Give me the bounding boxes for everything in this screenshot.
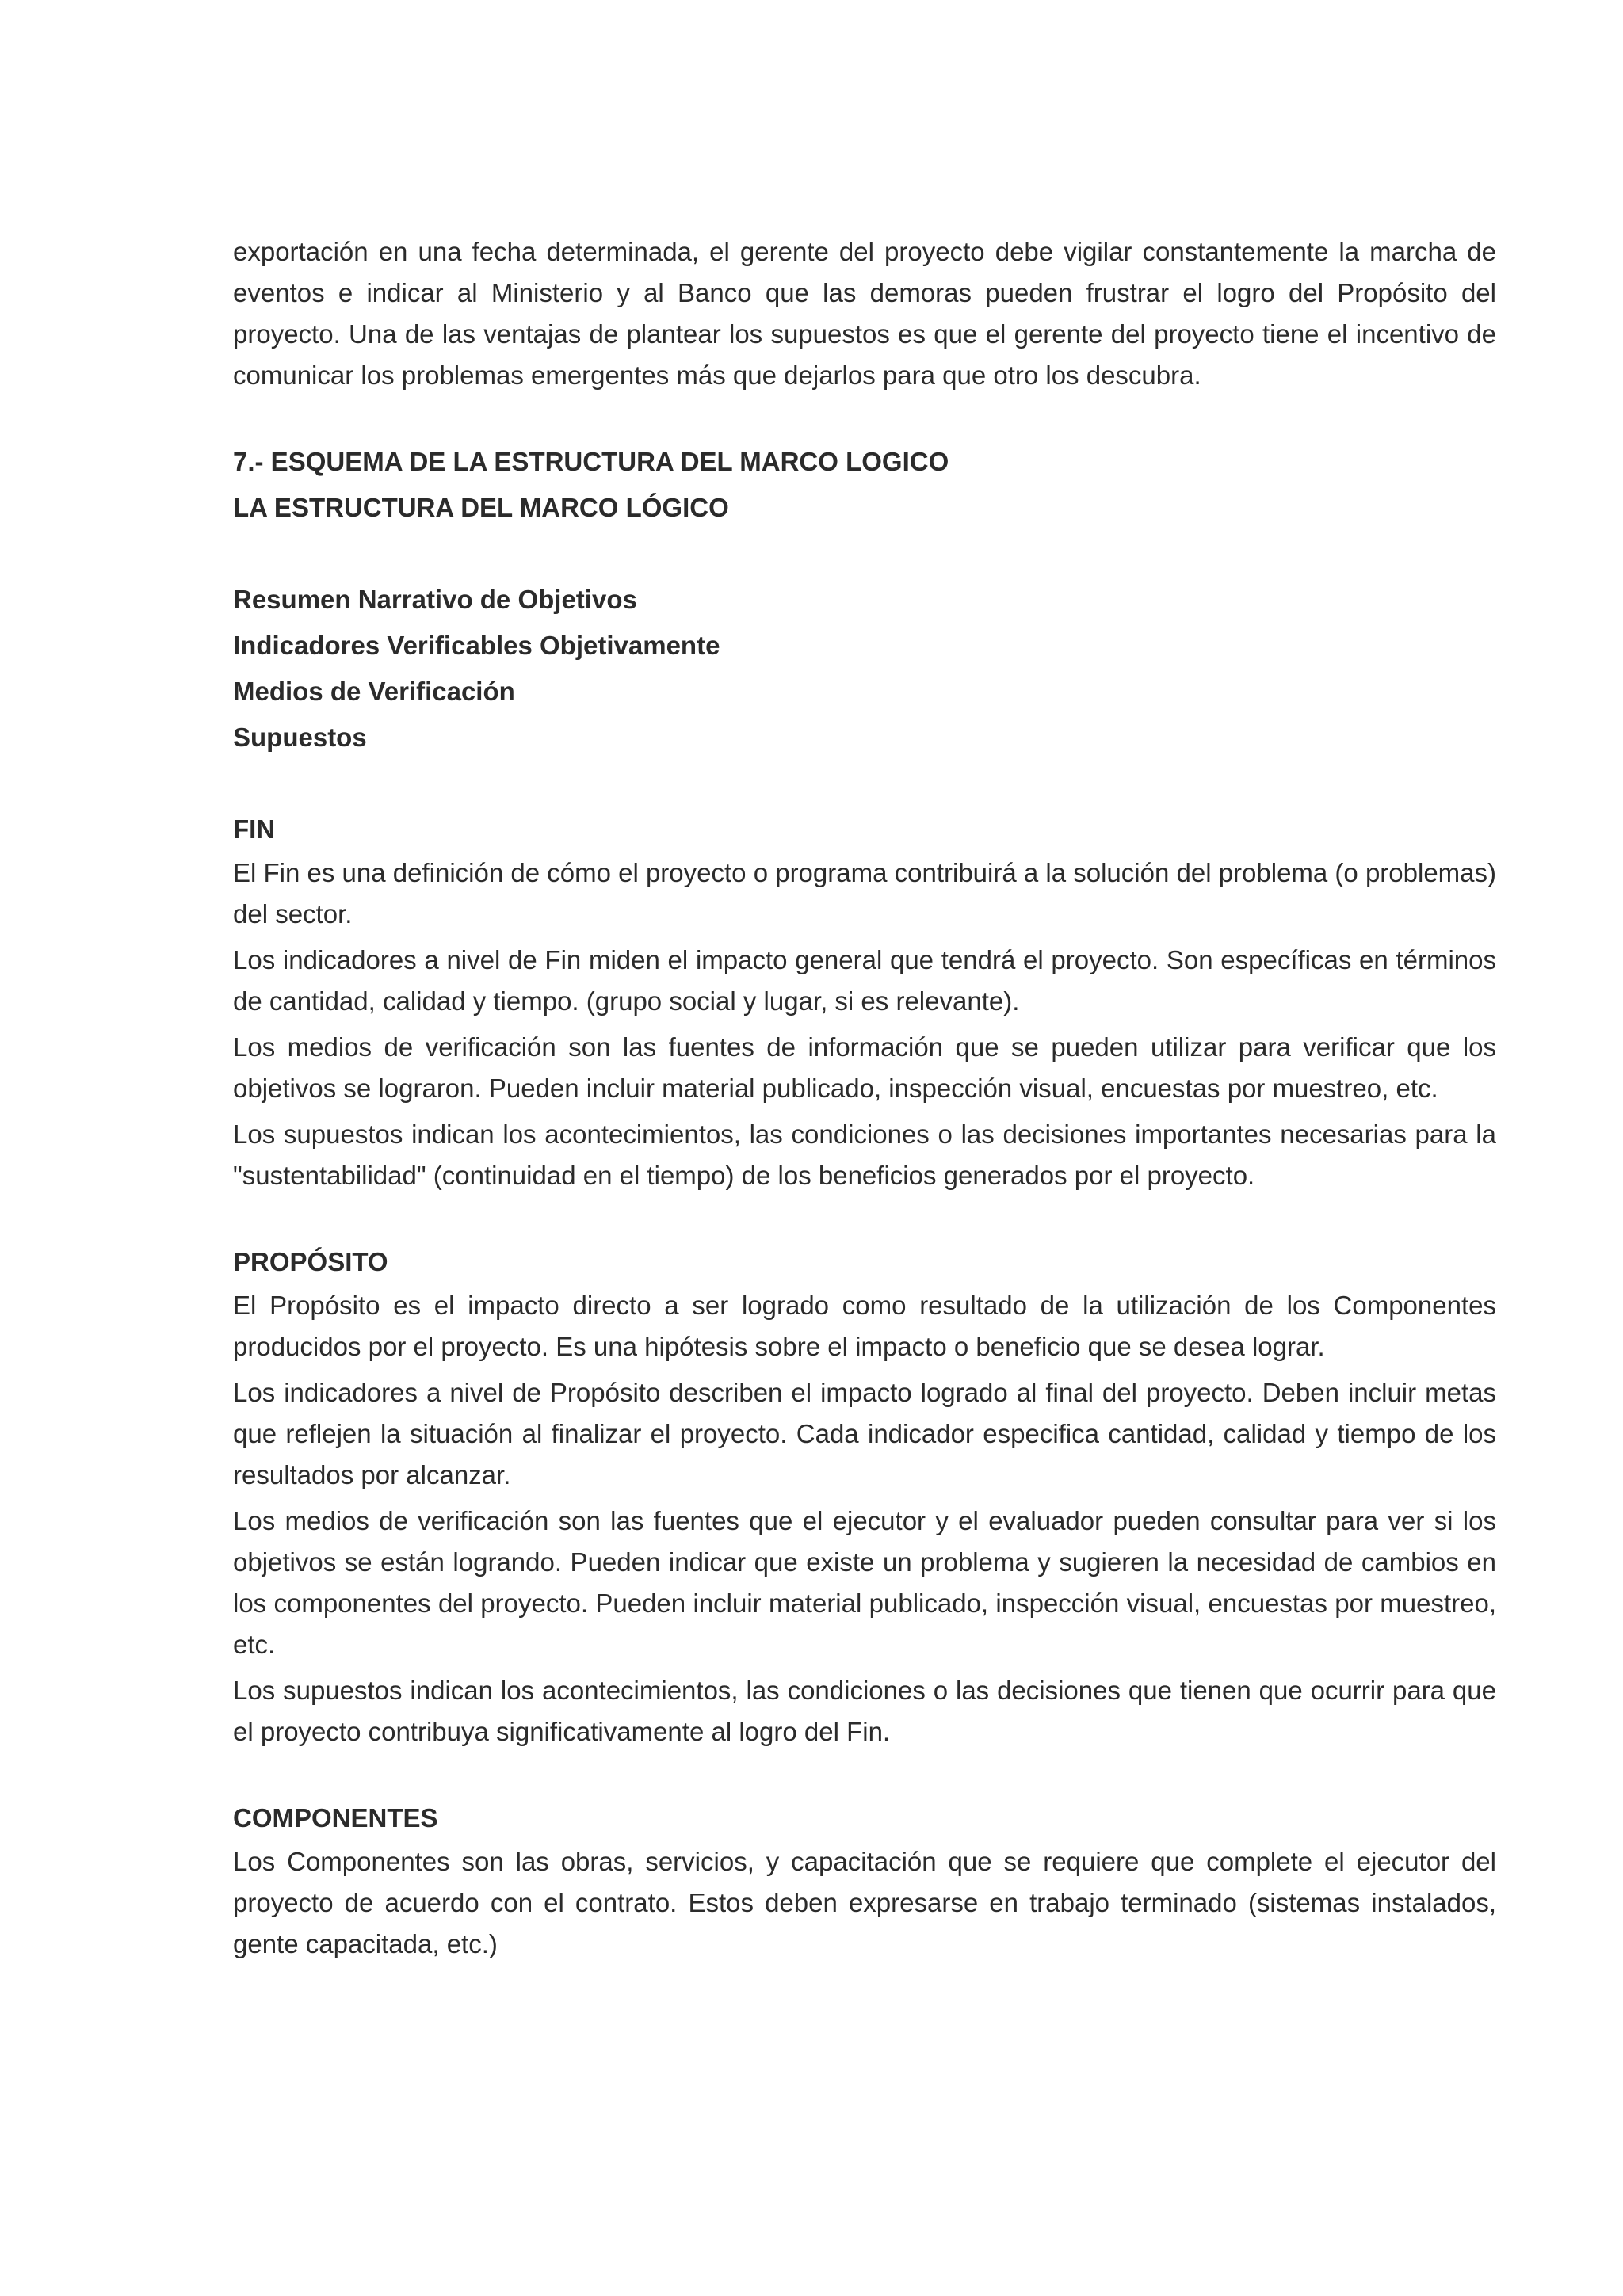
spacer [233, 1757, 1496, 1795]
proposito-paragraph: Los medios de verificación son las fuentes que el ejecutor y el evaluador pueden consultar para ver si los objetivos se están logrando. Pueden indicar que existe un problema y sugieren la necesidad de cambios en los componentes del proyecto. Pueden incluir material publicado, inspección visual, encuestas por muestreo, etc. [233, 1506, 1496, 1659]
proposito-paragraph: Los supuestos indican los acontecimientos, las condiciones o las decisiones que tienen que ocurrir para que el proyecto contribuya significativamente al logro del Fin. [233, 1676, 1496, 1746]
componentes-title: COMPONENTES [233, 1803, 438, 1833]
proposito-paragraph: El Propósito es el impacto directo a ser logrado como resultado de la utilización de los Componentes producidos por el proyecto. Es una hipótesis sobre el impacto o beneficio que se desea lograr. [233, 1291, 1496, 1361]
column-item-indicadores: Indicadores Verificables Objetivamente [233, 631, 720, 660]
column-item-supuestos: Supuestos [233, 723, 367, 752]
fin-paragraph: Los supuestos indican los acontecimientos, las condiciones o las decisiones importantes necesarias para la "sustentabilidad" (continuidad en el tiempo) de los beneficios generados por el proyecto. [233, 1119, 1496, 1190]
spacer [233, 761, 1496, 807]
spacer [233, 531, 1496, 577]
fin-title: FIN [233, 814, 276, 844]
section-heading-main: 7.- ESQUEMA DE LA ESTRUCTURA DEL MARCO LOGICO [233, 447, 949, 476]
spacer [233, 401, 1496, 439]
fin-paragraph: Los medios de verificación son las fuentes de información que se pueden utilizar para verificar que los objetivos se lograron. Pueden incluir material publicado, inspección visual, encuestas por muestreo, etc. [233, 1032, 1496, 1103]
componentes-paragraph: Los Componentes son las obras, servicios, y capacitación que se requiere que complete el ejecutor del proyecto de acuerdo con el contrato. Estos deben expresarse en trabajo terminado (sistemas instalados, gente capacitada, etc.) [233, 1847, 1496, 1958]
proposito-title: PROPÓSITO [233, 1247, 388, 1276]
fin-paragraph: El Fin es una definición de cómo el proyecto o programa contribuirá a la solución del problema (o problemas) del sector. [233, 858, 1497, 929]
spacer [233, 1201, 1496, 1239]
column-item-resumen: Resumen Narrativo de Objetivos [233, 585, 637, 614]
section-heading-sub: LA ESTRUCTURA DEL MARCO LÓGICO [233, 493, 729, 522]
intro-paragraph: exportación en una fecha determinada, el gerente del proyecto debe vigilar constantemente la marcha de eventos e indicar al Ministerio y al Banco que las demoras pueden frustrar el logro del Propósito del proyecto. Una de las ventajas de plantear los supuestos es que el gerente del proyecto tiene el incentivo de comunicar los problemas emergentes más que dejarlos para que otro los descubra. [233, 237, 1496, 390]
fin-paragraph: Los indicadores a nivel de Fin miden el impacto general que tendrá el proyecto. Son específicas en términos de cantidad, calidad y tiempo. (grupo social y lugar, si es relevante). [233, 945, 1496, 1016]
proposito-paragraph: Los indicadores a nivel de Propósito describen el impacto logrado al final del proyecto. Deben incluir metas que reflejen la situación al finalizar el proyecto. Cada indicador especifica cantidad, calidad y tiempo de los resultados por alcanzar. [233, 1378, 1496, 1489]
column-item-medios: Medios de Verificación [233, 677, 515, 706]
document-page [233, 231, 1496, 1970]
